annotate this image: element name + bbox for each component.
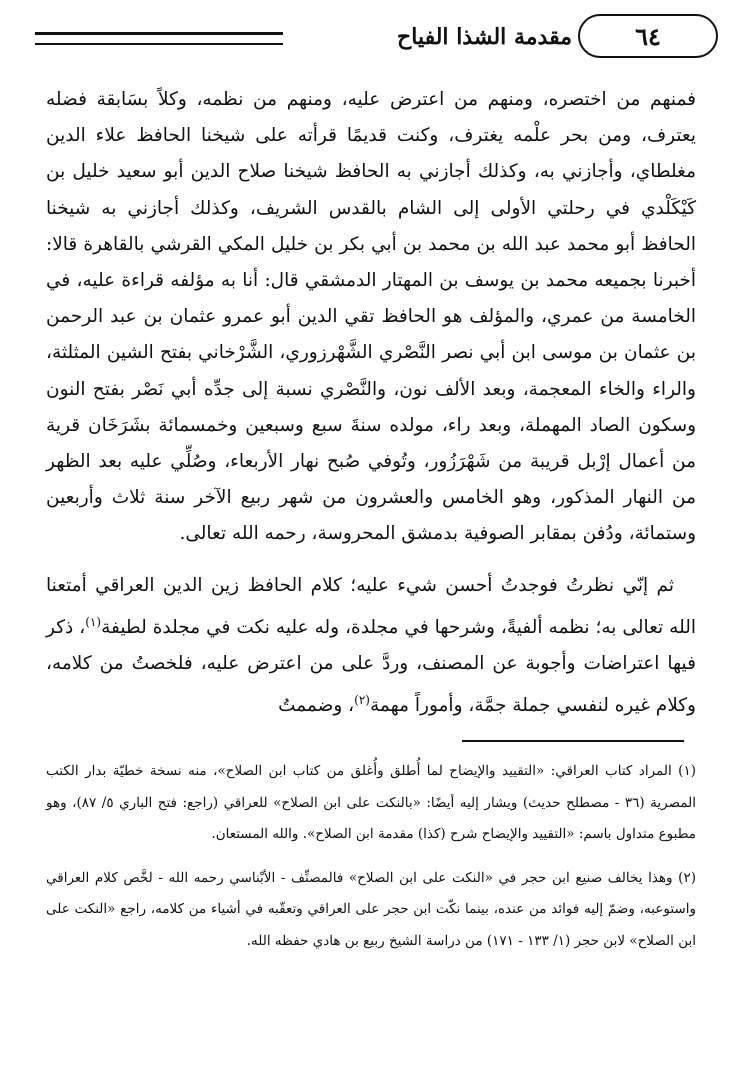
header-double-rule xyxy=(35,32,283,45)
paragraph-1: فمنهم من اختصره، ومنهم من اعترض عليه، ومنهم من نظمه، وكلاً بسَابقة فضله يعترف، ومن بحر علْمه يغترف، وكنت قديمًا قرأته على شيخنا الحافظ علاء الدين مغلطاي، وأجازني به، وكذلك أجازني به الحافظ شيخنا صلاح الدين أبو سعيد خليل بن كَيْكَلْدي في رحلتي الأولى إلى الشام بالقدس الشريف، وكذلك أجازني به شيخنا الحافظ أبو محمد عبد الله بن محمد بن أبي بكر بن خليل المكي القرشي بالقاهرة قالا: أخبرنا بجميعه محمد بن يوسف بن المهتار الدمشقي قال: أنا به مؤلفه قراءة عليه، في الخامسة من عمري، والمؤلف هو الحافظ تقي الدين أبو عمرو عثمان بن عبد الرحمن بن عثمان بن موسى ابن أبي نصر النَّصْري الشَّهْرزوري، الشَّرْخاني بفتح الشين المثلثة، والراء والخاء المعجمة، وبعد الألف نون، والنَّصْري نسبة إلى جدِّه أبي نَصْر بفتح النون وسكون الصاد المهملة، وبعد راء، مولده سنةَ سبع وسبعين وخمسمائة بشَرَخَان قرية من أعمال إرْبل قريبة من شَهْرَزُور، وتُوفي صُبح نهار الأربعاء، وصُلِّي عليه بعد الظهر من النهار المذكور، وهو الخامس والعشرون من شهر ربيع الآخر سنة ثلاث وأربعين وستمائة، ودُفن بمقابر الصوفية بدمشق المحروسة، رحمه الله تعالى. xyxy=(46,89,696,545)
paragraph-2-text: ثم إنّي نظرتُ فوجدتُ أحسن شيء عليه؛ كلام الحافظ زين الدين العراقي أمتعنا الله تعالى به؛ نظمه ألفيةً، وشرحها في مجلدة، وله عليه نكت في مجلدة لطيفة xyxy=(46,574,696,638)
footnotes xyxy=(46,756,696,957)
footnote-ref-2[interactable]: (٢) xyxy=(354,693,370,708)
paragraph-2-middle: ، ذكر فيها اعتراضات وأجوبة عن المصنف، وردَّ على من اعترض عليه، فلخصتُ من كلامه، وكلام غيره لنفسي جملة جمَّة، وأموراً مهمة xyxy=(46,617,696,717)
footnote-1: (١) المراد كتاب العراقي: «التقييد والإيضاح لما أُطلق وأُغلق من كتاب ابن الصلاح»، منه نسخة خطيّة بدار الكتب المصرية (٣٦ - مصطلح حديث) ويشار إليه أيضًا: «بالنكت على ابن الصلاح» للعراقي (راجع: فتح الباري ٥/ ٨٧)، وهو مطبوع متداول باسم: «التقييد والإيضاح شرح (كذا) مقدمة ابن الصلاح». والله المستعان. xyxy=(46,763,697,842)
running-title xyxy=(290,22,572,52)
paragraph-2 xyxy=(46,568,696,725)
footnote-ref-1[interactable]: (١) xyxy=(85,614,102,629)
page-number: ٦٤ xyxy=(635,21,661,51)
page-header xyxy=(30,12,716,64)
running-title-text: مقدمة الشذا الفياح xyxy=(397,24,572,50)
paragraph-2-end: ، وضممتُ xyxy=(278,695,355,717)
main-text xyxy=(46,82,696,725)
footnote-2: (٢) وهذا يخالف صنيع ابن حجر في «النكت على ابن الصلاح» فالمصنِّف - الأبْناسي رحمه الله - لخَّص كلام العراقي واستوعبه، وضمّ إليه فوائد من عنده، بينما نكّت ابن حجر على العراقي وتعقّبه في أشياء من كلامه، راجع «النكت على ابن الصلاح» لابن حجر (١/ ١٣٣ - ١٧١) من دراسة الشيخ ربيع بن هادي حفظه الله. xyxy=(46,869,696,949)
footnote-separator xyxy=(462,740,684,742)
page-number-badge xyxy=(578,14,718,58)
